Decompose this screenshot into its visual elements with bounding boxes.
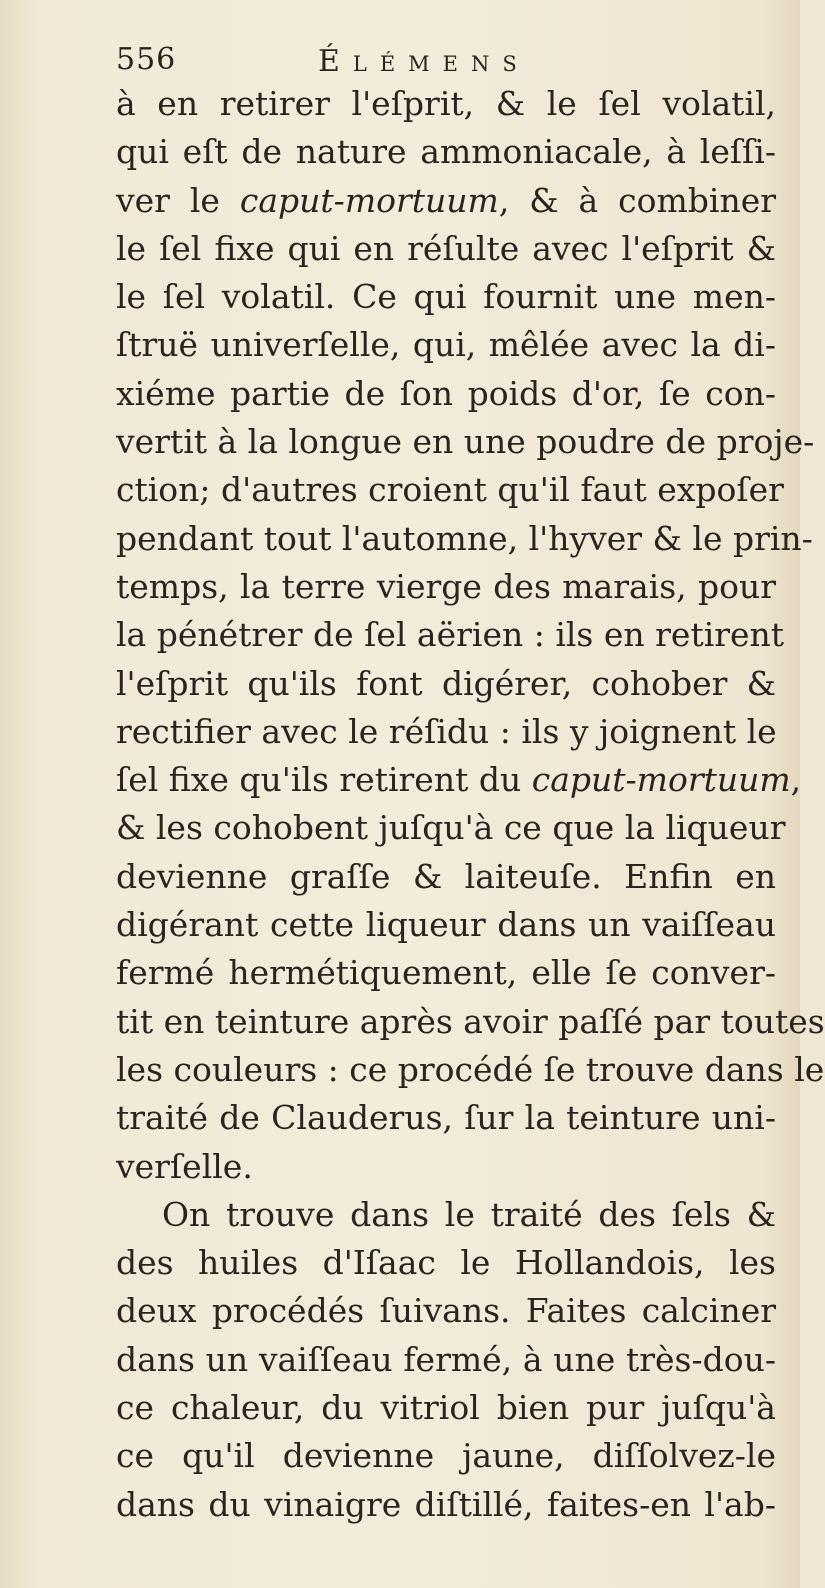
text-line <box>116 370 776 418</box>
text-line <box>116 853 776 901</box>
text-line <box>116 80 776 128</box>
line-text: fermé hermétiquement, elle ſe conver- <box>116 953 776 993</box>
text-line <box>116 177 776 225</box>
line-text: dans un vaiſſeau fermé, à une très-dou- <box>116 1339 776 1379</box>
line-text: la pénétrer de ſel aërien : ils en retirent <box>116 615 785 655</box>
line-text: digérant cette liqueur dans un vaiſſeau <box>116 905 776 945</box>
line-text: à en retirer l'eſprit, & le ſel volatil, <box>116 84 776 123</box>
line-text: ce qu'il devienne jaune, diſſolvez-le <box>116 1436 776 1476</box>
line-text: verſelle. <box>116 1146 253 1186</box>
line-text: ſtruë univerſelle, qui, mêlée avec la di- <box>116 325 776 365</box>
line-text: vertit à la longue en une poudre de proje- <box>116 422 815 462</box>
line-text: l'eſprit qu'ils font digérer, cohober & <box>116 663 776 703</box>
text-line <box>116 1481 776 1529</box>
text-line <box>116 1336 776 1384</box>
line-text: ction; d'autres croient qu'il faut expoſer <box>116 470 784 510</box>
text-line <box>116 1384 776 1432</box>
text-line <box>116 1046 825 1094</box>
line-text: ver le <box>116 180 240 220</box>
line-text: temps, la terre vierge des marais, pour <box>116 566 776 606</box>
text-line <box>116 1094 776 1142</box>
text-line <box>116 563 776 611</box>
text-line <box>116 515 813 563</box>
text-line <box>116 949 776 997</box>
text-line <box>116 998 825 1046</box>
text-line <box>116 225 776 273</box>
line-text: devienne graſſe & laiteuſe. Enfin en <box>116 856 776 896</box>
text-line <box>116 901 776 949</box>
text-line <box>116 1191 776 1239</box>
line-text: qui eſt de nature ammoniacale, à leſſi- <box>116 132 776 172</box>
line-text: On trouve dans le traité des ſels & <box>162 1194 776 1234</box>
line-text: tit en teinture après avoir paſſé par toutes <box>116 1001 825 1041</box>
text-line <box>116 708 776 756</box>
text-line <box>116 273 776 321</box>
text-line <box>116 611 785 659</box>
text-line <box>116 1143 776 1191</box>
text-line <box>116 804 786 852</box>
line-text: les couleurs : ce procédé ſe trouve dans le <box>116 1049 825 1089</box>
text-line <box>116 756 802 804</box>
text-line <box>116 321 776 369</box>
italic-term: caput-mortuum <box>239 180 499 220</box>
line-text: deux procédés ſuivans. Faites calciner <box>116 1291 776 1331</box>
line-text: pendant tout l'automne, l'hyver & le prin- <box>116 518 813 558</box>
line-text: le ſel volatil. Ce qui fournit une men- <box>116 277 776 317</box>
line-text: dans du vinaigre diſtillé, faites-en l'ab- <box>116 1484 776 1524</box>
body-text <box>116 80 825 1529</box>
text-line <box>116 660 776 708</box>
line-text: ce chaleur, du vitriol bien pur juſqu'à <box>116 1388 776 1428</box>
line-text: rectifier avec le réſidu : ils y joignent le <box>116 711 777 751</box>
text-line <box>116 418 815 466</box>
running-head: Élémens <box>318 44 530 79</box>
text-line <box>116 466 784 514</box>
line-text: des huiles d'Iſaac le Hollandois, les <box>116 1243 776 1283</box>
line-text: ſel fixe qu'ils retirent du <box>116 760 532 800</box>
text-line <box>116 1432 776 1480</box>
line-text-tail: , & à combiner <box>498 180 776 220</box>
line-text-tail: , <box>790 760 802 800</box>
line-text: xiéme partie de ſon poids d'or, ſe con- <box>116 373 776 413</box>
line-text: le ſel fixe qui en réſulte avec l'eſprit & <box>116 228 776 268</box>
text-line <box>116 1287 776 1335</box>
line-text: traité de Clauderus, ſur la teinture uni- <box>116 1098 776 1138</box>
line-text: & les cohobent juſqu'à ce que la liqueur <box>116 808 786 848</box>
text-line <box>116 128 776 176</box>
page-number: 556 <box>116 42 177 77</box>
italic-term: caput-mortuum <box>531 760 791 800</box>
text-line <box>116 1239 776 1287</box>
